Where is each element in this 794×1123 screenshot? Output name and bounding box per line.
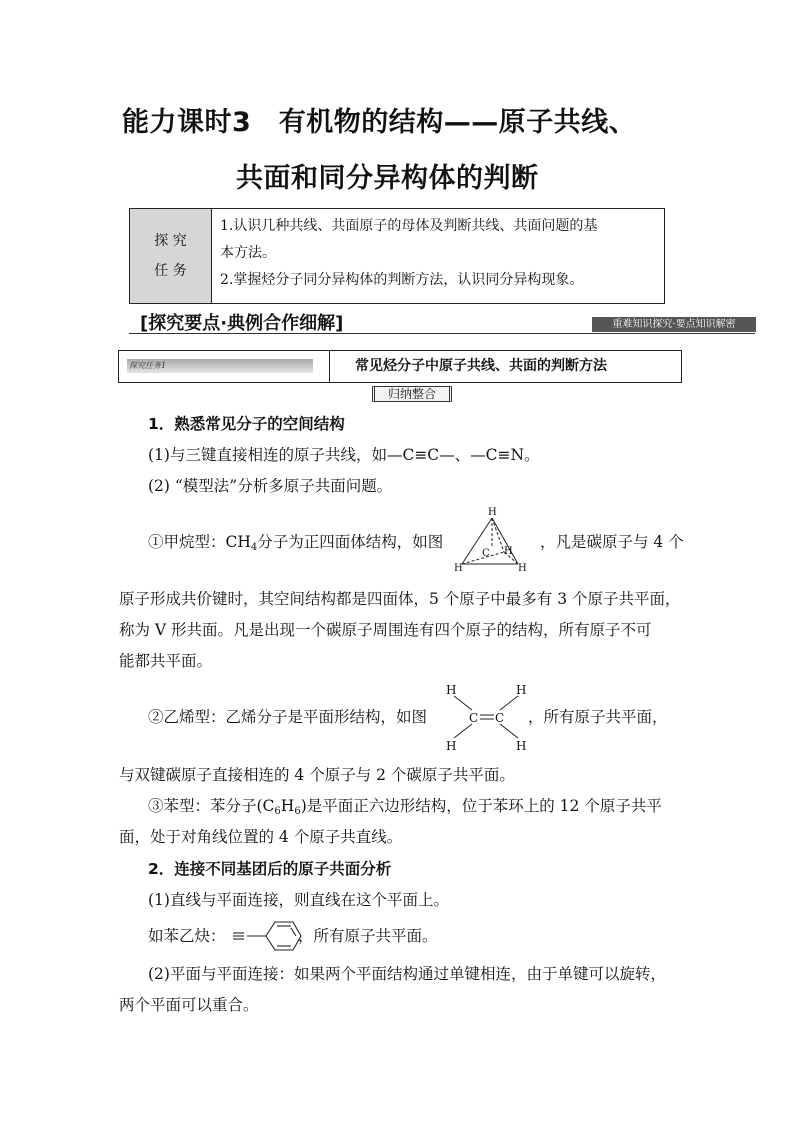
task-objectives xyxy=(220,213,660,294)
ethylene-atom-h-br: H xyxy=(516,739,527,752)
ethylene-atom-c-left: C xyxy=(469,711,479,725)
paragraph-model-method: (2) “模型法”分析多原子共面问题。 xyxy=(148,477,393,495)
paragraph-methane-3: 称为 V 形共面。凡是出现一个碳原子周围连有四个原子的结构，所有原子不可 xyxy=(119,621,652,639)
paragraph-ethylene-2: 与双键碳原子直接相连的 4 个原子与 2 个碳原子共平面。 xyxy=(119,766,515,784)
task-objective-1a: 1.认识几种共线、共面原子的母体及判断共线、共面问题的基 xyxy=(220,218,598,234)
ethylene-atom-h-bl: H xyxy=(446,739,457,752)
methane-structure-diagram xyxy=(452,504,532,576)
task-objective-2: 2.掌握烃分子同分异构体的判断方法，认识同分异构现象。 xyxy=(220,272,584,288)
methane-atom-h-right: H xyxy=(518,563,527,574)
paragraph-plane-plane: (2)平面与平面连接：如果两个平面结构通过单键相连，由于单键可以旋转， xyxy=(148,965,666,983)
summary-tag: 归纳整合 xyxy=(372,386,452,402)
paragraph-methane-2: 原子形成共价键时，其空间结构都是四面体，5 个原子中最多有 3 个原子共平面， xyxy=(119,590,681,608)
task-label-line1: 探 究 xyxy=(154,233,187,249)
paragraph-ethylene-a: ②乙烯型：乙烯分子是平面形结构，如图 xyxy=(148,708,428,726)
methane-atom-h-top: H xyxy=(488,507,497,518)
phenylacetylene-structure-diagram xyxy=(230,918,302,954)
methane-subscript: 4 xyxy=(250,542,258,553)
paragraph-plane-plane-2: 两个平面可以重合。 xyxy=(119,996,259,1014)
section-divider xyxy=(129,333,755,334)
benzene-text-b: H xyxy=(280,797,295,815)
task1-separator xyxy=(329,351,330,382)
paragraph-benzene-2: 面，处于对角线位置的 4 个原子共直线。 xyxy=(119,828,403,846)
heading-1: 1．熟悉常见分子的空间结构 xyxy=(148,415,345,433)
task1-label: 探究任务1 xyxy=(129,361,167,370)
page-title-line1: 能力课时3 有机物的结构——原子共线、 xyxy=(122,107,637,138)
section-tagline: 重难知识探究·要点知识解密 xyxy=(592,317,756,332)
methane-atom-h-left: H xyxy=(454,563,463,574)
ethylene-atom-c-right: C xyxy=(495,711,505,725)
section-heading: [探究要点·典例合作细解] xyxy=(140,313,344,334)
page-title-line2: 共面和同分异构体的判断 xyxy=(236,163,539,194)
ethylene-atom-h-tr: H xyxy=(516,683,527,697)
task1-title: 常见烃分子中原子共线、共面的判断方法 xyxy=(355,358,607,374)
benzene-sub-1: 6 xyxy=(274,806,281,817)
paragraph-triple-bond: (1)与三键直接相连的原子共线，如—C≡C—、—C≡N。 xyxy=(148,446,540,464)
benzene-text-c: )是平面正六边形结构，位于苯环上的 12 个原子共平 xyxy=(300,797,662,815)
benzene-sub-2: 6 xyxy=(294,806,301,817)
heading-2: 2．连接不同基团后的原子共面分析 xyxy=(148,860,392,878)
explore-task-box xyxy=(129,208,665,304)
paragraph-line-plane: (1)直线与平面连接，则直线在这个平面上。 xyxy=(148,891,449,909)
paragraph-methane-4: 能都共平面。 xyxy=(119,652,213,670)
ethylene-atom-h-tl: H xyxy=(446,683,457,697)
paragraph-phenylacetylene-a: 如苯乙炔： xyxy=(148,927,226,945)
ethylene-structure-diagram xyxy=(440,680,532,752)
task-label-cell xyxy=(130,209,212,303)
methane-atom-c: C xyxy=(482,548,490,559)
methane-text-a: ①甲烷型：CH xyxy=(148,533,251,551)
paragraph-phenylacetylene-b: ，所有原子共平面。 xyxy=(298,927,438,945)
benzene-text-a: ③苯型：苯分子(C xyxy=(148,797,275,815)
methane-text-c: ，凡是碳原子与 4 个 xyxy=(540,533,684,551)
methane-atom-h-inner: H xyxy=(504,546,513,557)
task-objective-1b: 本方法。 xyxy=(220,245,276,261)
paragraph-ethylene-b: ，所有原子共平面， xyxy=(528,708,668,726)
task-label-line2: 任 务 xyxy=(154,263,187,279)
methane-text-b: 分子为正四面体结构，如图 xyxy=(257,533,444,551)
paragraph-methane-intro xyxy=(148,526,443,564)
task1-banner xyxy=(118,350,682,383)
